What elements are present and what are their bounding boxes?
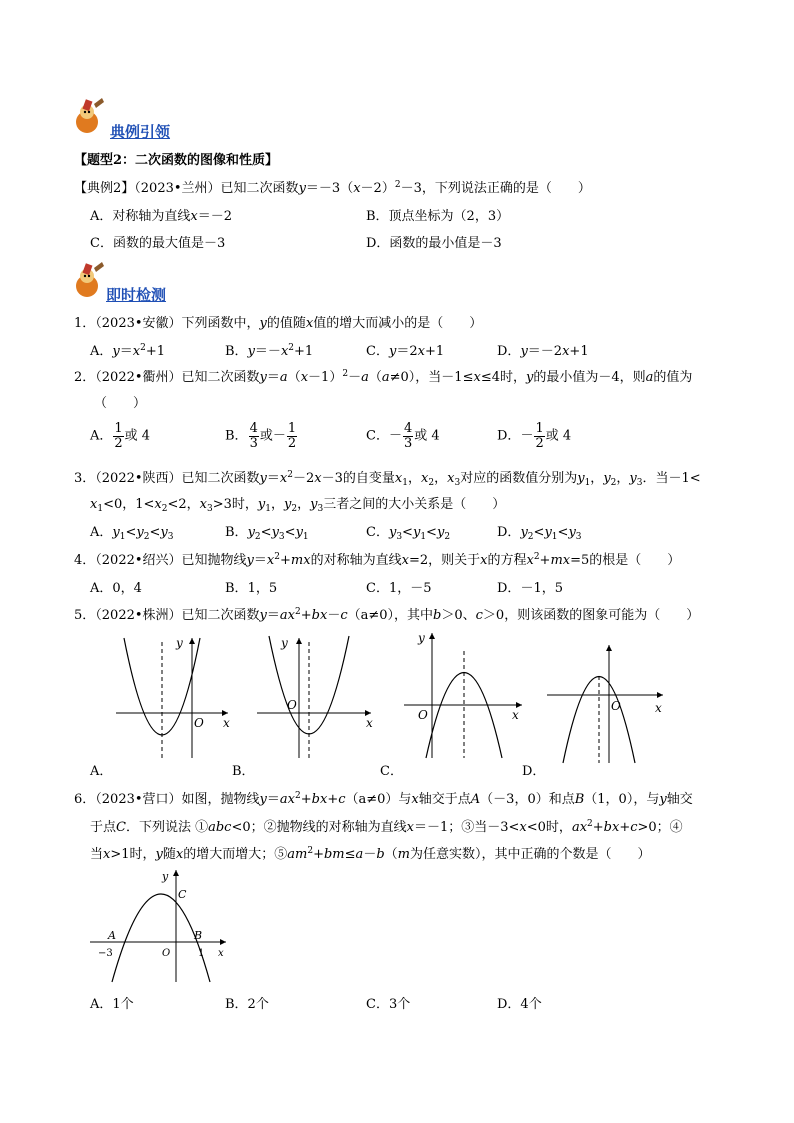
q6-graph — [86, 866, 236, 984]
svg-text:1: 1 — [198, 948, 205, 959]
q1-option-c: C．y＝2x+1 — [366, 344, 445, 359]
q3-stem-line2: $x_1<0$，$1<x_2<2$，$x_3>3$时，$y_1$，$y_2$，$y_3$三者之间的大小关系是（ ） — [90, 497, 506, 514]
q3-option-b: B．$y_2<y_3<y_1$ — [225, 525, 309, 542]
svg-text:x: x — [655, 701, 662, 715]
q5-option-d: D． — [522, 764, 546, 779]
q2-option-c: C．－ $\frac{4}{3}$ 或 4 — [366, 421, 440, 451]
q5-stem: 5．（2022•株洲）已知二次函数$y=ax^2+bx-c(a\ne 0)$，其中b＞0、c＞0，则该函数的图象可能为（ ） — [74, 607, 700, 623]
q6-stem: 6．（2023•营口）如图，抛物线$y=ax^2+bx+c(a\ne 0)$与x轴交于点A（－3，0）和点B（1，0），与y轴交 — [74, 791, 693, 807]
section-heading-examples: 典例引领 — [110, 123, 171, 141]
svg-text:y: y — [418, 631, 425, 645]
q1-option-b: B．$y=-x^2+1$ — [225, 343, 314, 359]
q5-option-b: B． — [232, 764, 255, 779]
svg-text:C: C — [178, 888, 187, 901]
svg-text:O: O — [287, 698, 297, 712]
svg-text:y: y — [281, 636, 288, 650]
svg-text:x: x — [223, 716, 230, 730]
q2-stem: 2．（2022•衢州）已知二次函数$y=a(x-1)^2-a(a\ne 0)$，当－1≤x≤4时，y的最小值为－4，则a的值为 — [74, 369, 693, 385]
svg-text:A: A — [108, 929, 116, 942]
q1-option-a: A．$y=x^2+1$ — [90, 343, 166, 359]
svg-text:B: B — [194, 929, 203, 942]
q3-option-c: C．$y_3<y_1<y_2$ — [366, 525, 451, 542]
svg-text:x: x — [512, 708, 519, 722]
svg-text:−3: −3 — [98, 948, 113, 959]
q6-option-a: A．1个 — [90, 997, 134, 1012]
q5-graph-c — [400, 625, 530, 760]
type-title: 【题型2：二次函数的图像和性质】 — [74, 153, 279, 168]
q4-option-d: D．－1，5 — [497, 581, 563, 596]
q4-option-c: C．1，－5 — [366, 581, 432, 596]
svg-text:O: O — [194, 716, 204, 730]
svg-text:x: x — [366, 716, 373, 730]
q3-option-d: D．$y_2<y_1<y_3$ — [497, 525, 582, 542]
q2-option-b: B． $\frac{4}{3}$ 或－ $\frac{1}{2}$ — [225, 421, 297, 451]
svg-text:O: O — [162, 948, 171, 959]
svg-text:y: y — [176, 636, 183, 650]
q2-option-d: D．－ $\frac{1}{2}$ 或 4 — [497, 421, 572, 451]
q2-paren: （ ） — [94, 396, 147, 411]
q2-option-a: A． $\frac{1}{2}$ 或 4 — [90, 421, 151, 451]
q5-graph-d — [543, 640, 673, 765]
q5-graph-b — [253, 630, 383, 760]
pencil-mascot-icon — [72, 98, 106, 136]
svg-text:O: O — [611, 699, 621, 713]
example-option-d: D．函数的最小值是－3 — [366, 236, 502, 251]
q1-option-d: D．y＝－2x+1 — [497, 344, 589, 359]
example-stem: 【典例2】（2023•兰州）已知二次函数$y=-3(x-2)^2-3$，下列说法正确的是（ ） — [74, 180, 591, 196]
q5-option-c: C． — [380, 764, 403, 779]
svg-text:O: O — [418, 708, 428, 722]
q5-graph-a — [110, 630, 240, 760]
q4-option-a: A．0，4 — [90, 581, 142, 596]
q3-option-a: A．$y_1<y_2<y_3$ — [90, 525, 174, 542]
example-option-b: B．顶点坐标为（2，3） — [366, 209, 510, 224]
section-heading-practice: 即时检测 — [106, 286, 167, 304]
q1-stem: 1．（2023•安徽）下列函数中，y的值随x值的增大而减小的是（ ） — [74, 316, 483, 331]
example-option-c: C．函数的最大值是－3 — [90, 236, 226, 251]
q4-stem: 4．（2022•绍兴）已知抛物线$y=x^2+mx$的对称轴为直线x=2，则关于x的方程$x^2+mx=5$的根是（ ） — [74, 552, 681, 568]
q6-stem-line3: 当x>1时，y随x的增大而增大；$⑤am^2+bm\le a-b(m$为任意实数），其中正确的个数是（ ） — [90, 846, 651, 862]
q6-option-c: C．3个 — [366, 997, 411, 1012]
q6-option-b: B．2个 — [225, 997, 269, 1012]
q4-option-b: B．1，5 — [225, 581, 278, 596]
example-option-a: A．对称轴为直线x＝－2 — [90, 209, 233, 224]
q6-option-d: D．4个 — [497, 997, 542, 1012]
svg-text:y: y — [162, 870, 169, 883]
svg-text:x: x — [218, 948, 224, 959]
q3-stem: 3．（2022•陕西）已知二次函数$y=x^2-2x-3$的自变量$x_1$，$x_2$，$x_3$对应的函数值分别为$y_1$，$y_2$，$y_3$．当－1< — [74, 470, 701, 488]
q6-stem-line2: 于点C．下列说法 ①abc<0；②抛物线的对称轴为直线x＝－1；③当－3<x<0时，$ax^2+bx+c>0$；④ — [90, 819, 683, 835]
pencil-mascot-icon — [72, 262, 106, 300]
q5-option-a: A． — [90, 764, 113, 779]
